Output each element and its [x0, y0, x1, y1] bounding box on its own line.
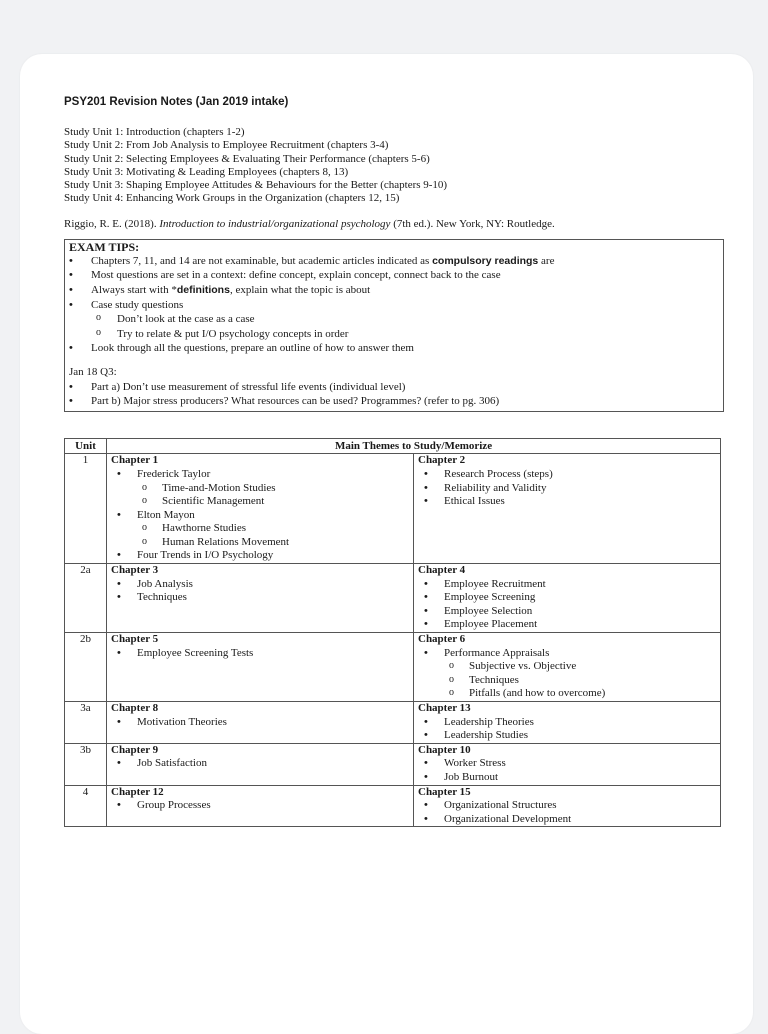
topic-item: • Leadership Theories	[418, 716, 716, 730]
exam-tips-heading: EXAM TIPS:	[69, 239, 140, 254]
chapter-heading: Chapter 3	[111, 564, 159, 577]
unit-cell: 2a	[65, 564, 107, 633]
chapter-heading: Chapter 9	[111, 743, 159, 756]
topic-item: • Worker Stress	[418, 757, 716, 771]
document-page	[20, 54, 753, 1034]
study-unit-line: Study Unit 4: Enhancing Work Groups in the Organization (chapters 12, 15)	[64, 192, 400, 205]
study-unit-line: Study Unit 1: Introduction (chapters 1-2)	[64, 126, 245, 138]
topic-item: • Job Analysis	[111, 578, 409, 592]
table-row	[65, 785, 721, 827]
exam-tip-bold: definitions	[176, 283, 230, 296]
unit-cell: 1	[65, 454, 107, 564]
exam-tip	[69, 283, 719, 298]
header-unit: Unit	[65, 438, 107, 454]
subtopic-item: o Hawthorne Studies	[111, 522, 409, 536]
exam-subtip: o Don’t look at the case as a case	[69, 312, 719, 327]
chapter-heading: Chapter 4	[418, 564, 466, 577]
topic-item: • Employee Selection	[418, 605, 716, 619]
topic-item: • Organizational Development	[418, 813, 716, 827]
past-question-part: • Part a) Don’t use measurement of stressful life events (individual level)	[69, 380, 719, 395]
table-row	[65, 702, 721, 744]
themes-cell-right	[414, 454, 721, 564]
chapter-heading: Chapter 12	[111, 785, 164, 798]
chapter-heading: Chapter 6	[418, 633, 466, 646]
topic-item: • Performance Appraisals	[418, 647, 716, 661]
table-body	[65, 454, 721, 827]
exam-tip-bold: compulsory readings	[432, 254, 539, 267]
chapter-heading: Chapter 10	[418, 743, 471, 756]
themes-cell-right	[414, 702, 721, 744]
exam-tips-box	[64, 239, 724, 412]
table-row	[65, 454, 721, 564]
exam-tip: • Most questions are set in a context: define concept, explain concept, connect back to the case	[69, 268, 719, 283]
chapter-heading: Chapter 2	[418, 454, 466, 467]
reference-prefix: Riggio, R. E. (2018).	[64, 217, 160, 230]
table-row	[65, 743, 721, 785]
exam-tip	[69, 254, 719, 269]
exam-tip-text: Always start with *	[91, 283, 177, 296]
reference-suffix: (7th ed.). New York, NY: Routledge.	[390, 217, 555, 230]
chapter-heading: Chapter 1	[111, 454, 159, 467]
topic-item: • Research Process (steps)	[418, 468, 716, 482]
subtopic-item: o Techniques	[418, 674, 716, 688]
unit-cell: 3b	[65, 743, 107, 785]
topic-item: • Job Burnout	[418, 771, 716, 785]
document-body	[64, 96, 724, 827]
topic-item: • Employee Screening	[418, 591, 716, 605]
subtopic-item: o Time-and-Motion Studies	[111, 482, 409, 496]
exam-tip-text: are	[538, 254, 555, 267]
topic-item: • Group Processes	[111, 799, 409, 813]
spacer	[69, 356, 719, 365]
themes-cell-right	[414, 564, 721, 633]
table-header-row	[65, 438, 721, 454]
study-unit-line: Study Unit 2: From Job Analysis to Employee Recruitment (chapters 3-4)	[64, 139, 389, 152]
topic-item: • Employee Placement	[418, 618, 716, 632]
exam-tip: • Case study questions	[69, 298, 719, 313]
themes-cell-left	[107, 785, 414, 827]
themes-table	[64, 438, 721, 828]
unit-cell: 4	[65, 785, 107, 827]
chapter-heading: Chapter 8	[111, 702, 159, 714]
exam-tip: • Look through all the questions, prepare an outline of how to answer them	[69, 341, 719, 356]
past-question-label: Jan 18 Q3:	[69, 365, 117, 378]
topic-item: • Motivation Theories	[111, 716, 409, 730]
study-unit-list	[64, 126, 724, 206]
themes-cell-left	[107, 454, 414, 564]
past-question-part: • Part b) Major stress producers? What resources can be used? Programmes? (refer to pg. 306)	[69, 394, 719, 409]
exam-tips-list	[69, 254, 719, 356]
topic-item: • Reliability and Validity	[418, 482, 716, 496]
topic-item: • Four Trends in I/O Psychology	[111, 549, 409, 563]
topic-item: • Organizational Structures	[418, 799, 716, 813]
topic-item: • Leadership Studies	[418, 729, 716, 743]
chapter-heading: Chapter 13	[418, 702, 471, 714]
chapter-heading: Chapter 5	[111, 633, 159, 646]
topic-item: • Ethical Issues	[418, 495, 716, 509]
subtopic-item: o Scientific Management	[111, 495, 409, 509]
past-question-list	[69, 380, 719, 409]
reference-book-title: Introduction to industrial/organizational psychology	[159, 217, 391, 230]
themes-cell-right	[414, 633, 721, 702]
exam-tip-text: , explain what the topic is about	[229, 283, 371, 296]
header-themes: Main Themes to Study/Memorize	[107, 438, 721, 454]
table-row	[65, 564, 721, 633]
exam-subtip: o Try to relate & put I/O psychology concepts in order	[69, 327, 719, 342]
chapter-heading: Chapter 15	[418, 785, 471, 798]
themes-cell-left	[107, 633, 414, 702]
topic-item: • Frederick Taylor	[111, 468, 409, 482]
themes-cell-left	[107, 564, 414, 633]
topic-item: • Employee Recruitment	[418, 578, 716, 592]
study-unit-line: Study Unit 3: Motivating & Leading Employees (chapters 8, 13)	[64, 165, 349, 178]
topic-item: • Job Satisfaction	[111, 757, 409, 771]
subtopic-item: o Subjective vs. Objective	[418, 660, 716, 674]
subtopic-item: o Pitfalls (and how to overcome)	[418, 687, 716, 701]
topic-item: • Employee Screening Tests	[111, 647, 409, 661]
subtopic-item: o Human Relations Movement	[111, 536, 409, 550]
textbook-reference	[64, 218, 724, 230]
topic-item: • Elton Mayon	[111, 509, 409, 523]
exam-tip-text: Chapters 7, 11, and 14 are not examinable, but academic articles indicated as	[91, 254, 433, 267]
topic-item: • Techniques	[111, 591, 409, 605]
unit-cell: 2b	[65, 633, 107, 702]
page-title: PSY201 Revision Notes (Jan 2019 intake)	[64, 96, 289, 108]
themes-cell-right	[414, 785, 721, 827]
table-row	[65, 633, 721, 702]
study-unit-line: Study Unit 3: Shaping Employee Attitudes & Behaviours for the Better (chapters 9-10)	[64, 179, 448, 192]
study-unit-line: Study Unit 2: Selecting Employees & Evaluating Their Performance (chapters 5-6)	[64, 152, 430, 165]
unit-cell: 3a	[65, 702, 107, 744]
themes-cell-right	[414, 743, 721, 785]
themes-cell-left	[107, 743, 414, 785]
themes-table-wrapper	[64, 438, 720, 828]
themes-cell-left	[107, 702, 414, 744]
